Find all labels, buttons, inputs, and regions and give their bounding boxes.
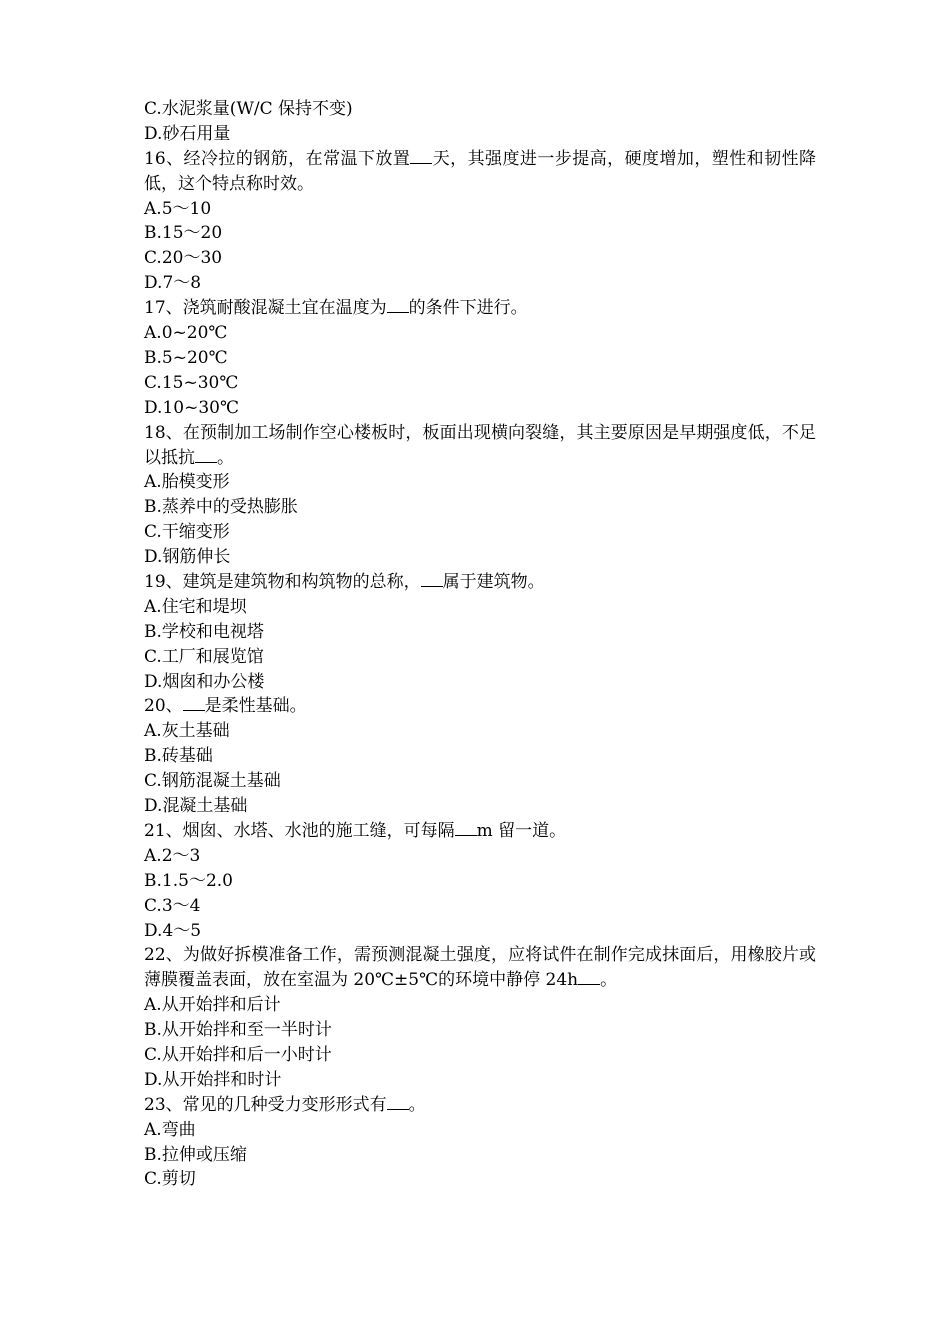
option-letter: D.: [144, 920, 163, 941]
option-text: 5~20℃: [161, 347, 228, 368]
option-text: 工厂和展览馆: [161, 646, 264, 667]
question-number: 20、: [144, 696, 183, 717]
option-text: 砖基础: [161, 746, 213, 767]
option-line: [144, 645, 816, 670]
question-number: 23、: [144, 1094, 183, 1115]
option-letter: B.: [144, 1144, 162, 1165]
option-line: [144, 246, 816, 271]
question-text-after: 。: [217, 447, 234, 468]
option-letter: B.: [144, 621, 162, 642]
option-letter: D.: [144, 273, 163, 294]
option-line: [144, 197, 816, 222]
question-text: [144, 296, 816, 321]
option-text: 从开始拌和后一小时计: [161, 1045, 332, 1065]
option-text: 20～30: [161, 248, 223, 269]
option-text: 5～10: [161, 198, 212, 219]
option-text: 烟囱和办公楼: [162, 671, 265, 692]
option-letter: D.: [144, 397, 163, 418]
option-line: [144, 719, 816, 744]
option-letter: C.: [144, 895, 162, 916]
question-text-before: 烟囱、水塔、水池的施工缝，可每隔: [182, 820, 455, 841]
option-letter: A.: [144, 198, 162, 219]
option-text: 从开始拌和后计: [161, 995, 281, 1016]
option-text: 学校和电视塔: [161, 621, 264, 642]
option-line: [144, 620, 816, 645]
option-line: [144, 470, 816, 495]
option-letter: D.: [144, 671, 163, 692]
option-letter: B.: [144, 223, 162, 244]
option-letter: B.: [144, 347, 162, 368]
option-letter: B.: [144, 497, 162, 518]
question-text-after: 是柔性基础。: [204, 696, 307, 717]
option-text: 10~30℃: [162, 397, 239, 418]
question-text: [144, 819, 816, 844]
question-text-after: 。: [408, 1094, 426, 1115]
option-text: 3～4: [161, 895, 201, 916]
question-text-before: 在预制加工场制作空心楼板时，板面出现横向裂缝，其主要原因是早期强度低，不足以抵抗: [144, 422, 817, 468]
question-22: [144, 943, 816, 1092]
question-text: [144, 147, 816, 197]
answer-blank: [421, 572, 443, 587]
option-line: [144, 221, 816, 246]
option-letter: A.: [144, 995, 162, 1016]
option-line: [144, 670, 816, 695]
answer-blank: [410, 149, 432, 164]
question-23: [144, 1093, 816, 1193]
option-line: [144, 1068, 816, 1093]
option-letter: D.: [144, 1069, 163, 1090]
option-text: 拉伸或压缩: [161, 1144, 247, 1165]
option-line: [144, 321, 816, 346]
answer-blank: [387, 298, 409, 313]
option-line: [144, 97, 816, 122]
option-text: 从开始拌和时计: [162, 1069, 282, 1090]
option-line: [144, 869, 816, 894]
option-line: [144, 769, 816, 794]
question-number: 19、: [144, 572, 183, 592]
answer-blank: [455, 821, 477, 836]
option-line: [144, 1118, 816, 1143]
option-line: [144, 396, 816, 421]
option-line: [144, 744, 816, 769]
option-text: 钢筋混凝土基础: [161, 771, 281, 792]
question-text-after: 属于建筑物。: [442, 572, 545, 592]
question-17: [144, 296, 816, 420]
answer-blank: [578, 970, 600, 985]
option-letter: D.: [144, 796, 163, 817]
question-text: [144, 694, 816, 719]
question-text: [144, 570, 816, 595]
question-number: 17、: [144, 298, 183, 319]
option-letter: D.: [144, 547, 163, 568]
document-page: [144, 97, 816, 1192]
option-line: [144, 1043, 816, 1068]
question-number: 18、: [144, 422, 183, 443]
question-16: [144, 147, 816, 296]
option-text: 混凝土基础: [162, 796, 248, 817]
option-line: [144, 1018, 816, 1043]
answer-blank: [387, 1095, 409, 1110]
question-21: [144, 819, 816, 943]
option-line: [144, 271, 816, 296]
option-line: [144, 1143, 816, 1168]
option-letter: A.: [144, 472, 162, 493]
question-number: 22、: [144, 945, 183, 966]
option-letter: D.: [144, 123, 163, 144]
question-20: [144, 694, 816, 818]
option-text: 2～3: [161, 845, 201, 866]
question-number: 21、: [144, 820, 183, 841]
option-line: [144, 495, 816, 520]
question-text: [144, 421, 816, 471]
prev-question-options: [144, 97, 816, 147]
option-line: [144, 794, 816, 819]
option-line: [144, 894, 816, 919]
option-line: [144, 122, 816, 147]
option-text: 15～20: [161, 223, 223, 244]
option-text: 钢筋伸长: [162, 547, 231, 568]
option-line: [144, 520, 816, 545]
question-text-after: 的条件下进行。: [408, 298, 528, 319]
question-text-after: m 留一道。: [476, 820, 567, 841]
option-line: [144, 346, 816, 371]
question-text: [144, 1093, 816, 1118]
question-text: [144, 943, 816, 993]
option-text: 剪切: [161, 1169, 196, 1190]
option-text: 4～5: [162, 920, 202, 941]
option-text: 灰土基础: [161, 721, 230, 742]
option-text: 弯曲: [161, 1119, 196, 1140]
option-text: 砂石用量: [162, 123, 231, 144]
option-text: 水泥浆量(W/C 保持不变): [161, 99, 353, 119]
option-text: 15~30℃: [161, 372, 239, 393]
option-letter: B.: [144, 870, 162, 891]
answer-blank: [195, 448, 217, 463]
option-text: 从开始拌和至一半时计: [161, 1020, 332, 1041]
option-letter: C.: [144, 372, 162, 393]
option-line: [144, 371, 816, 396]
question-text-before: 常见的几种受力变形形式有: [182, 1094, 387, 1115]
option-letter: C.: [144, 248, 162, 269]
option-text: 蒸养中的受热膨胀: [161, 497, 298, 518]
option-letter: A.: [144, 596, 162, 617]
option-letter: A.: [144, 323, 162, 344]
question-text-after: 。: [600, 970, 618, 991]
question-text-before: 浇筑耐酸混凝土宜在温度为: [182, 298, 387, 319]
option-letter: A.: [144, 845, 162, 866]
question-text-after: 天，其强度进一步提高，硬度增加，塑性和韧性降低，这个特点称时效。: [144, 148, 817, 194]
question-text-before: 为做好拆模准备工作，需预测混凝土强度，应将试件在制作完成抹面后，用橡胶片或薄膜覆盖表面，放在室温为 20℃±5℃的环境中静停 24h: [144, 945, 817, 991]
option-line: [144, 545, 816, 570]
option-text: 胎模变形: [161, 472, 230, 493]
option-line: [144, 844, 816, 869]
question-text-before: 经冷拉的钢筋，在常温下放置: [183, 148, 411, 169]
option-letter: B.: [144, 1020, 162, 1041]
option-text: 干缩变形: [161, 522, 230, 543]
option-letter: C.: [144, 522, 162, 543]
answer-blank: [183, 696, 205, 711]
option-text: 住宅和堤坝: [161, 596, 247, 617]
question-18: [144, 421, 816, 570]
option-letter: C.: [144, 1045, 162, 1065]
question-text-before: 建筑是建筑物和构筑物的总称，: [182, 572, 421, 592]
option-letter: A.: [144, 721, 162, 742]
question-number: 16、: [144, 148, 184, 169]
option-letter: C.: [144, 1169, 162, 1190]
option-line: [144, 919, 816, 944]
option-letter: A.: [144, 1119, 162, 1140]
option-letter: B.: [144, 746, 162, 767]
option-text: 7～8: [162, 273, 202, 294]
option-line: [144, 595, 816, 620]
option-text: 0~20℃: [161, 323, 228, 344]
option-letter: C.: [144, 771, 162, 792]
option-letter: C.: [144, 99, 162, 119]
option-line: [144, 1167, 816, 1192]
option-text: 1.5～2.0: [161, 870, 233, 891]
option-line: [144, 993, 816, 1018]
option-letter: C.: [144, 646, 162, 667]
question-19: [144, 570, 816, 694]
